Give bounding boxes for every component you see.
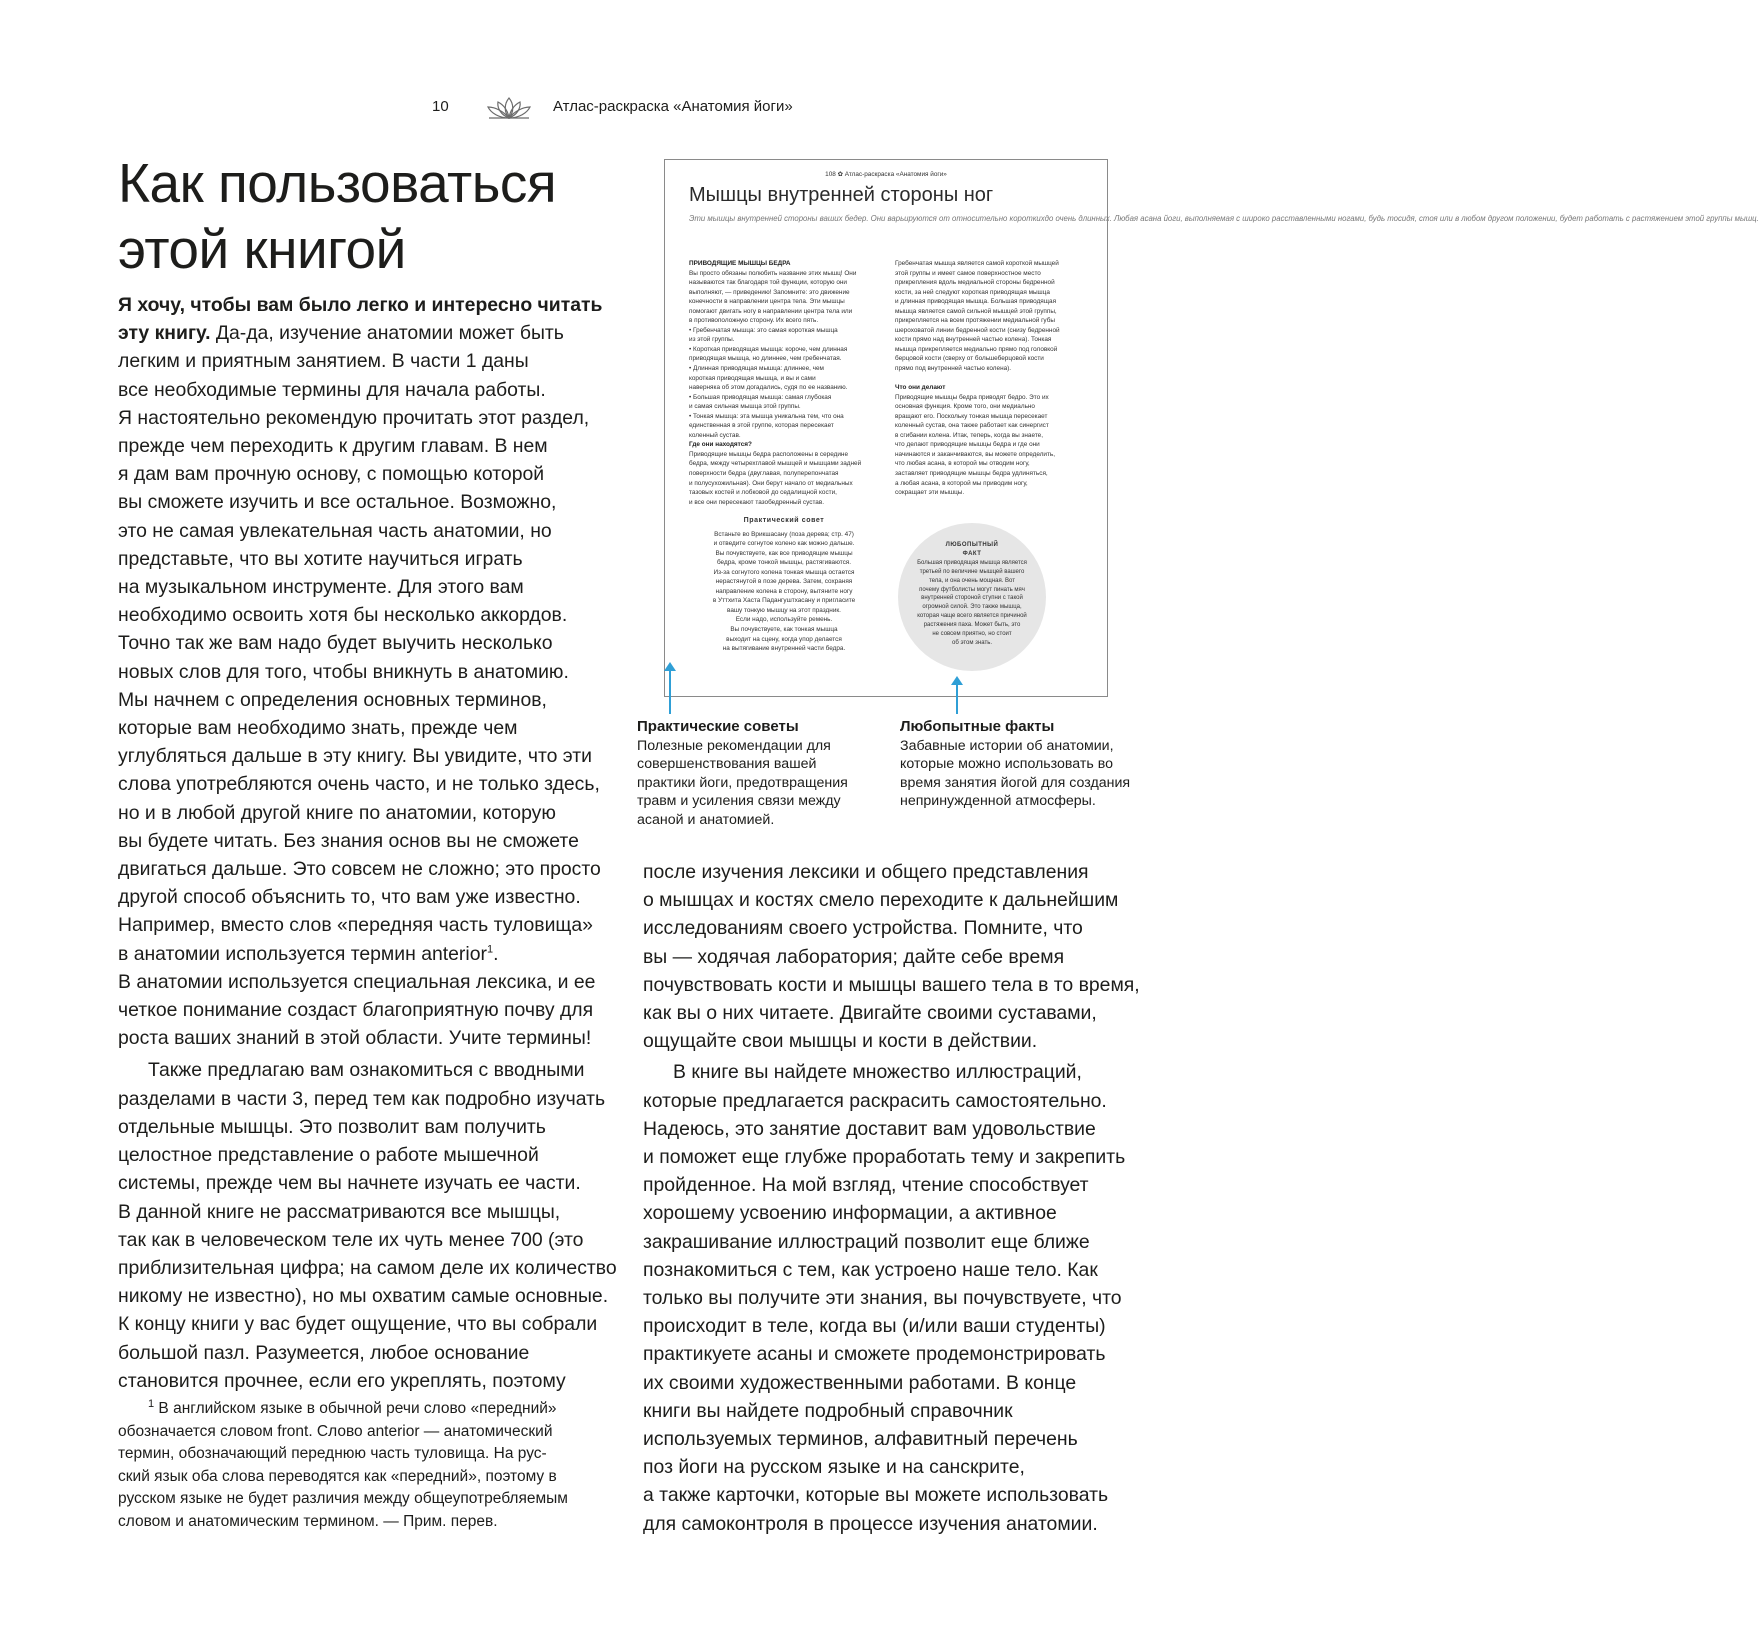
thumbnail-line: и самая сильная мышца этой группы. — [689, 403, 801, 411]
text-line: большой пазл. Разумеется, любое основание — [118, 1341, 530, 1364]
text-line: но и в любой другой книге по анатомии, которую — [118, 801, 556, 824]
text-line: целостное представление о работе мышечной — [118, 1144, 539, 1167]
text-line: как вы о них читаете. Двигайте своими суставами, — [643, 1002, 1097, 1025]
text-line: все необходимые термины для начала работы. — [118, 378, 546, 401]
thumbnail-heading: Что они делают — [895, 384, 946, 392]
footnote-line: ский язык оба слова переводятся как «передний», поэтому в — [118, 1467, 557, 1485]
footnote-mark: 1 — [486, 943, 494, 956]
thumbnail-line: основная функция. Кроме того, они медиально — [895, 403, 1035, 411]
thumbnail-line: Приводящие мышцы бедра расположены в середине — [689, 450, 849, 458]
thumbnail-line: выполняют, — приведению! Запомните: это движение — [689, 288, 850, 296]
text-line: ощущайте свои мышцы и кости в действии. — [643, 1030, 1038, 1053]
text-line: углубляться дальше в эту книгу. Вы увидите, что эти — [118, 745, 592, 768]
caption-practical-tips — [637, 718, 877, 830]
thumbnail-line: что любая асана, в которой мы отводим ногу, — [895, 460, 1030, 468]
text-line: почувствовать кости и мышцы вашего тела в то время, — [643, 973, 1140, 996]
text-line: происходит в теле, когда вы (и/или ваши студенты) — [643, 1315, 1106, 1338]
text-line: становится прочнее, если его укреплять, поэтому — [118, 1369, 566, 1392]
fact-line: тела, и она очень мощная. Вот — [928, 577, 1016, 584]
page-title-line: этой книгой — [118, 218, 406, 280]
text-line: книги вы найдете подробный справочник — [643, 1399, 1013, 1422]
text-line: а также карточки, которые вы можете использовать — [643, 1484, 1109, 1507]
text-line: В книге вы найдете множество иллюстраций, — [673, 1061, 1082, 1084]
arrow-up-icon — [669, 670, 671, 714]
text-line: познакомиться с тем, как устроено наше тело. Как — [643, 1258, 1098, 1281]
caption-title: Любопытные факты — [900, 718, 1055, 735]
text-line — [118, 319, 618, 347]
tip-line: на вытягивание внутренней части бедра. — [722, 645, 846, 653]
page-header — [0, 96, 1218, 126]
tip-line: выходит на сцену, когда упор делается — [726, 635, 842, 643]
footnote-line — [118, 1398, 618, 1421]
caption-line: травм и усиления связи между — [637, 793, 841, 810]
thumbnail-line: короткая приводящая мышца, и вы и сами — [689, 374, 816, 382]
punctuation: . — [493, 942, 499, 965]
caption-fun-facts — [900, 718, 1160, 811]
page-number: 10 — [432, 98, 449, 115]
thumbnail-line: Гребенчатая мышца является самой короткой мышцей — [895, 260, 1059, 267]
text-line: представьте, что вы хотите научиться играть — [118, 547, 523, 570]
text-line: хорошему усвоению информации, а активное — [643, 1202, 1057, 1225]
tip-lines — [689, 530, 879, 654]
thumbnail-line: коленный сустав, она также работает как синергист — [895, 422, 1049, 430]
text-line: вы будете читать. Без знания основ вы не сможете — [118, 829, 579, 852]
text-line: поз йоги на русском языке и на санскрите, — [643, 1456, 1025, 1479]
text-line: которые предлагается раскрасить самостоятельно. — [643, 1089, 1107, 1112]
fact-title-line: ЛЮБОПЫТНЫЙ — [945, 542, 999, 548]
thumbnail-line: приводящая мышца, но длиннее, чем гребенчатая. — [689, 355, 842, 363]
thumbnail-intro-line: Эти мышцы внутренней стороны ваших бедер. Они варьируются от относительно коротких — [689, 214, 1045, 223]
paragraph — [643, 1058, 1126, 1537]
thumbnail-line: прикрепляется на всем протяжении медиальной губы — [895, 317, 1055, 325]
caption-line: Полезные рекомендации для — [637, 737, 831, 754]
text-line: и поможет еще глубже проработать тему и закрепить — [643, 1146, 1126, 1169]
thumbnail-line: • Длинная приводящая мышца: длиннее, чем — [689, 365, 824, 373]
fact-line: почему футболисты могут пинать мяч — [919, 586, 1025, 593]
paragraph — [118, 1056, 618, 1394]
fact-line: огромной силой. Это также мышца, — [922, 604, 1022, 611]
lead-text: Да-да, изучение анатомии может быть — [210, 322, 564, 345]
text-line: приблизительная цифра; на самом деле их количество — [118, 1256, 617, 1279]
thumbnail-line: в противоположную сторону. Их всего пять. — [689, 317, 819, 325]
thumbnail-line: поверхности бедра (двуглавая, полуперепончатая — [689, 470, 839, 478]
thumbnail-line: • Короткая приводящая мышца: короче, чем длинная — [689, 345, 848, 353]
thumbnail-header: 108 ✿ Атлас-раскраска «Анатомия йоги» — [825, 171, 947, 178]
anterior-text: в анатомии используется термин anterior — [118, 942, 487, 965]
thumbnail-line: из этой группы. — [689, 336, 735, 344]
thumbnail-heading: ПРИВОДЯЩИЕ МЫШЦЫ БЕДРА — [689, 260, 791, 267]
text-line: Мы начнем с определения основных терминов, — [118, 688, 547, 711]
text-line: четкое понимание создаст благоприятную почву для — [118, 999, 594, 1022]
fact-title-line: ФАКТ — [962, 550, 982, 557]
text-line: исследованиям своего устройства. Помните, что — [643, 917, 1083, 940]
fact-text — [898, 541, 1046, 648]
tip-line: направление колена в сторону, вытяните ногу — [715, 587, 853, 595]
text-line: К концу книги у вас будет ощущение, что вы собрали — [118, 1313, 598, 1336]
text-line: необходимо освоить хотя бы несколько аккордов. — [118, 604, 568, 627]
footnote-line: обозначается словом front. Слово anterior — анатомический — [118, 1422, 553, 1440]
footnote — [118, 1398, 618, 1534]
thumbnail-line: Приводящие мышцы бедра приводят бедро. Это их — [895, 393, 1049, 401]
footnote-lines — [118, 1421, 618, 1534]
thumbnail-line: помогают двигать ногу в направлении центра тела или — [689, 307, 853, 315]
lead-bold: эту книгу. — [118, 322, 211, 345]
thumbnail-line: берцовой кости (сверху от большеберцовой кости — [895, 355, 1044, 363]
fact-line: внутренней стороной ступни с такой — [921, 595, 1023, 602]
text-line: прежде чем переходить к другим главам. В нем — [118, 435, 548, 458]
footnote-line: словом и анатомическим термином. — Прим. перев. — [118, 1512, 498, 1530]
running-title: Атлас-раскраска «Анатомия йоги» — [553, 98, 793, 115]
thumbnail-line: прикрепления вдоль медиальной стороны бедренной — [895, 279, 1055, 287]
thumbnail-line: конечности в направлении центра тела. Эти мышцы — [689, 298, 845, 306]
text-line — [118, 940, 618, 968]
fact-line: об этом знать. — [952, 639, 992, 646]
caption-line: время занятия йогой для создания — [900, 774, 1131, 791]
thumbnail-line: шероховатой линии бедренной кости (снизу бедренной — [895, 326, 1060, 334]
page-title-line: Как пользоваться — [118, 152, 557, 214]
lotus-icon — [483, 96, 535, 120]
text-line: я дам вам прочную основу, с помощью которой — [118, 463, 545, 486]
thumbnail-line: начинаются и заканчиваются, вы можете определить, — [895, 450, 1056, 458]
caption-line: совершенствования вашей — [637, 756, 817, 773]
thumbnail-line: мышца является самой сильной мышцей этой группы, — [895, 307, 1057, 315]
text-line: новых слов для того, чтобы вникнуть в анатомию. — [118, 660, 569, 683]
fact-line: которая чаще всего является причиной — [917, 613, 1027, 620]
page-title — [118, 150, 638, 282]
tip-line: Встаньте во Врикшасану (поза дерева; стр. 47) — [714, 530, 854, 538]
paragraph — [643, 858, 1140, 1055]
text-line: разделами в части 3, перед тем как подробно изучать — [118, 1087, 606, 1110]
caption-line: практики йоги, предотвращения — [637, 774, 848, 791]
thumbnail-line: и полусухожильная). Они берут начало от медиальных — [689, 479, 853, 487]
lead-bold: Я хочу, чтобы вам было легко и интересно читать — [118, 294, 603, 316]
caption-lines — [637, 737, 877, 830]
tip-line: Вы почувствуете, как все приводящие мышцы — [715, 549, 853, 557]
thumbnail-line: единственная в этой группе, которая пересекает — [689, 422, 834, 430]
thumbnail-line: вращают его. Поскольку тонкая мышца пересекает — [895, 412, 1048, 420]
thumbnail-line — [895, 374, 1083, 384]
thumbnail-line: и все они пересекают тазобедренный сустав. — [689, 498, 825, 506]
tip-line: Вы почувствуете, как тонкая мышца — [730, 626, 838, 634]
text-line: легким и приятным занятием. В части 1 даны — [118, 350, 529, 373]
thumbnail-line: а любая асана, в которой мы приводим ногу, — [895, 479, 1028, 487]
thumbnail-column-left — [689, 259, 877, 507]
thumbnail-line: • Тонкая мышца: эта мышца уникальна тем, что она — [689, 412, 844, 420]
text-line: Также предлагаю вам ознакомиться с вводными — [148, 1059, 585, 1082]
fact-title — [898, 541, 1046, 550]
text-line — [118, 291, 618, 319]
caption-line: Забавные истории об анатомии, — [900, 737, 1114, 754]
text-line: которые вам необходимо знать, прежде чем — [118, 717, 518, 740]
thumbnail-line: • Большая приводящая мышца: самая глубокая — [689, 393, 832, 401]
thumbnail-column-right — [895, 259, 1083, 498]
fact-line: третьей по величине мышцей вашего — [919, 568, 1025, 575]
thumbnail-line: называются так благодаря той функции, которую они — [689, 279, 847, 287]
text-line: после изучения лексики и общего представления — [643, 861, 1089, 883]
text-line: так как в человеческом теле их чуть менее 700 (это — [118, 1228, 584, 1251]
caption-title: Практические советы — [637, 718, 799, 735]
text-line: Точно так же вам надо будет выучить несколько — [118, 632, 553, 655]
tip-line: нерастянутой в позе дерева. Затем, сохраняя — [715, 578, 853, 586]
thumbnail-line: мышца прикрепляется медиально прямо под головкой — [895, 345, 1058, 353]
fact-line: не совсем приятно, но стоит — [932, 631, 1012, 638]
text-line: В анатомии используется специальная лексика, и ее — [118, 970, 596, 993]
thumbnail-line: сокращает эти мышцы. — [895, 489, 965, 497]
text-line: это не самая увлекательная часть анатомии, но — [118, 519, 552, 542]
thumbnail-intro-line: до очень длинных. Любая асана йоги, выполняемая с широко расставленными ногами, будь то — [1044, 214, 1398, 223]
left-column-text — [118, 291, 618, 1395]
thumbnail-intro-line: сидя, стоя или в любом другом положении, будет работать с растяжением этой группы мышц. — [1397, 214, 1759, 223]
text-line: системы, прежде чем вы начнете изучать ее части. — [118, 1172, 581, 1195]
thumbnail-line: в сгибании колена. Итак, теперь, когда вы знаете, — [895, 431, 1044, 439]
thumbnail-intro — [689, 213, 1759, 224]
text-line: Например, вместо слов «передняя часть туловища» — [118, 914, 593, 937]
thumbnail-line: коленный сустав. — [689, 431, 741, 439]
thumbnail-line: и длинная приводящая мышца. Большая приводящая — [895, 298, 1057, 306]
sample-page-thumbnail — [664, 159, 1759, 697]
tip-line: и отведите согнутое колено как можно дальше. — [713, 540, 855, 548]
text-line: для самоконтроля в процессе изучения анатомии. — [643, 1512, 1098, 1535]
tip-line: бедра, кроме тонкой мышцы, растягиваются. — [716, 559, 852, 567]
fact-line: Большая приводящая мышца является — [917, 559, 1027, 566]
tip-line: Если надо, используйте ремень. — [735, 616, 833, 624]
text-line: только вы получите эти знания, вы почувствуете, что — [643, 1287, 1122, 1310]
text-line: о мышцах и костях смело переходите к дальнейшим — [643, 889, 1119, 912]
thumbnail-heading: Где они находятся? — [689, 441, 752, 449]
text-line: никому не известно), но мы охватим самые основные. — [118, 1285, 609, 1308]
text-line: на музыкальном инструменте. Для этого вам — [118, 576, 524, 599]
text-line: двигаться дальше. Это совсем не сложно; это просто — [118, 858, 601, 881]
thumbnail-line: • Гребенчатая мышца: это самая короткая мышца — [689, 326, 838, 334]
thumbnail-line: кости, за ней следуют короткая приводящая мышца — [895, 288, 1050, 296]
tip-line: в Уттхита Хаста Падангуштхасану и пригласите — [712, 597, 856, 605]
text-line: В данной книге не рассматриваются все мышцы, — [118, 1200, 561, 1223]
text-line: используемых терминов, алфавитный перечень — [643, 1428, 1078, 1451]
text-line: роста ваших знаний в этой области. Учите термины! — [118, 1027, 592, 1050]
paragraph — [118, 291, 618, 1052]
fact-lines — [898, 559, 1046, 648]
thumbnail-title: Мышцы внутренней стороны ног — [689, 184, 994, 206]
text-line: их своими художественными работами. В конце — [643, 1371, 1077, 1394]
text-line: Надеюсь, это занятие доставит вам удовольствие — [643, 1117, 1096, 1140]
thumbnail-line: кости прямо над внутренней частью колена). Тонкая — [895, 336, 1052, 344]
text-line: практикуете асаны и сможете продемонстрировать — [643, 1343, 1106, 1366]
footnote-line: термин, обозначающий переднюю часть туловища. На рус- — [118, 1445, 547, 1463]
footnote-text: В английском языке в обычной речи слово «передний» — [154, 1400, 557, 1417]
caption-line: которые можно использовать во — [900, 756, 1113, 773]
arrow-up-icon — [956, 684, 958, 714]
text-line: Я настоятельно рекомендую прочитать этот раздел, — [118, 406, 590, 429]
thumbnail-tip-box — [689, 516, 879, 654]
text-line: другой способ объяснить то, что вам уже известно. — [118, 886, 581, 909]
paragraph-lines — [118, 347, 618, 939]
thumbnail-line: этой группы и имеет самое поверхностное место — [895, 269, 1041, 277]
text-line: слова употребляются очень часто, и не только здесь, — [118, 773, 600, 796]
text-line: закрашивание иллюстраций позволит еще ближе — [643, 1230, 1090, 1253]
text-line: вы — ходячая лаборатория; дайте себе время — [643, 945, 1065, 968]
thumbnail-line: бедра, между четырехглавой мышцей и мышцами задней — [689, 460, 862, 468]
tip-line: Из-за согнутого колена тонкая мышца остается — [713, 568, 855, 576]
tip-title: Практический совет — [743, 517, 825, 524]
caption-line: непринужденной атмосферы. — [900, 793, 1096, 810]
footnote-mark: 1 — [148, 1397, 155, 1410]
caption-lines — [900, 737, 1160, 811]
text-line: вы сможете изучить и все остальное. Возможно, — [118, 491, 557, 514]
thumbnail-line: тазовых костей и лобковой до седалищной кости, — [689, 489, 837, 497]
thumbnail-line: что делают приводящие мышцы бедра и где они — [895, 441, 1040, 449]
fact-title — [898, 550, 1046, 559]
tip-line: вашу тонкую мышцу на этот праздник. — [727, 606, 841, 614]
text-line: пройденное. На мой взгляд, чтение способствует — [643, 1174, 1089, 1197]
thumbnail-line: наверняка об этом догадались, судя по ее названию. — [689, 384, 848, 392]
thumbnail-line: прямо под внутренней частью колена). — [895, 365, 1012, 373]
thumbnail-line: заставляет приводящие мышцы бедра удлиняться, — [895, 470, 1048, 478]
caption-line: асаной и анатомией. — [637, 811, 775, 828]
footnote-line: русском языке не будет различия между общеупотребляемым — [118, 1490, 568, 1508]
text-line: отдельные мышцы. Это позволит вам получить — [118, 1115, 546, 1138]
fact-line: растяжения паха. Может быть, это — [923, 622, 1021, 629]
paragraph-lines — [118, 968, 618, 1053]
thumbnail-line: Вы просто обязаны полюбить название этих мышц! Они — [689, 269, 857, 277]
right-column-text — [643, 858, 1140, 1538]
